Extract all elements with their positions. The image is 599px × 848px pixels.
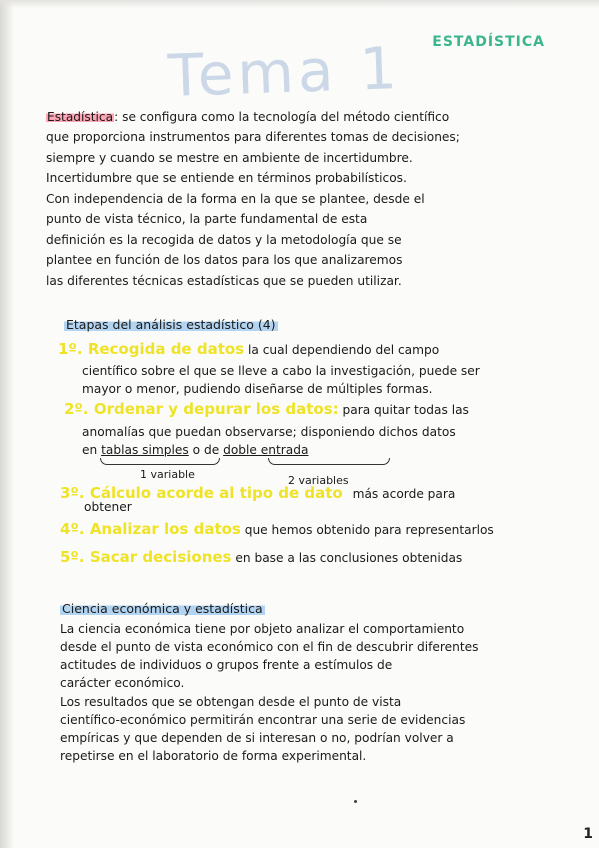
term-highlight: Estadística — [47, 110, 114, 124]
economic-line-1: La ciencia económica tiene por objeto analizar el comportamiento — [60, 622, 465, 636]
economic-line-4: carácter económico. — [60, 676, 185, 690]
economic-line-6: científico-económico permitirán encontrar una serie de evidencias — [60, 713, 466, 727]
intro-line-4: Incertidumbre que se entiende en términos probabilísticos. — [46, 171, 407, 185]
stage-3-line-2: obtener — [84, 500, 132, 514]
stage-2-line-3: en tablas simples o de doble entrada — [82, 443, 309, 457]
intro-line-2: que proporciona instrumentos para diferentes tomas de decisiones; — [46, 130, 460, 144]
brace-label-1: 1 variable — [140, 468, 195, 481]
economic-line-2: desde el punto de vista económico con el fin de descubrir diferentes — [60, 640, 479, 654]
stages-heading: Etapas del análisis estadístico (4) — [66, 317, 276, 332]
intro-line-5: Con independencia de la forma en la que se plantee, desde el — [46, 192, 425, 206]
ink-dot — [354, 800, 357, 803]
stage-1-line-3: mayor o menor, pudiendo diseñarse de múltiples formas. — [82, 382, 433, 396]
page-edge-shadow — [0, 0, 14, 848]
intro-line-6: punto de vista técnico, la parte fundamental de esta — [46, 212, 368, 226]
intro-line-9: las diferentes técnicas estadísticas que se pueden utilizar. — [46, 274, 402, 288]
economic-line-7: empíricas y que dependen de si interesan o no, podrían volver a — [60, 731, 454, 745]
stage-2-title: 2º. Ordenar y depurar los datos: — [64, 400, 339, 418]
stage-1-line-2: científico sobre el que se lleve a cabo la investigación, puede ser — [82, 364, 480, 378]
economic-line-3: actitudes de individuos o grupos frente a estímulos de — [60, 658, 393, 672]
stage-2-line-2: anomalías que puedan observarse; disponiendo dichos datos — [82, 425, 456, 439]
stage-3-title: 3º. Cálculo acorde al tipo de dato — [60, 484, 343, 502]
double-entry-tables: doble entrada — [223, 443, 309, 457]
economic-line-5: Los resultados que se obtengan desde el punto de vista — [60, 695, 402, 709]
stage-1-line-1: 1º. Recogida de datos la cual dependiendo del campo — [58, 340, 440, 358]
stage-1-title: 1º. Recogida de datos — [58, 340, 245, 358]
page-title: Tema 1 — [166, 33, 402, 111]
stage-5-line: 5º. Sacar decisiones en base a las conclusiones obtenidas — [60, 548, 463, 566]
intro-line-1: Estadística: se configura como la tecnología del método científico — [47, 110, 450, 124]
subject-label: ESTADÍSTICA — [432, 34, 545, 50]
brace-label-2: 2 variables — [288, 474, 349, 487]
page-number: 1 — [583, 826, 593, 842]
stage-4-line: 4º. Analizar los datos que hemos obtenido para representarlos — [60, 520, 494, 538]
brace-simple-tables — [100, 458, 220, 465]
intro-line-3: siempre y cuando se mestre en ambiente de incertidumbre. — [46, 151, 413, 165]
stage-5-title: 5º. Sacar decisiones — [60, 548, 232, 566]
intro-line-8: plantee en función de los datos para los que analizaremos — [46, 253, 403, 267]
brace-double-entry — [268, 458, 390, 465]
stage-4-title: 4º. Analizar los datos — [60, 520, 241, 538]
stage-3-line-1: 3º. Cálculo acorde al tipo de dato más acorde para — [60, 484, 456, 502]
economic-heading: Ciencia económica y estadística — [62, 601, 263, 616]
economic-line-8: repetirse en el laboratorio de forma experimental. — [60, 749, 367, 763]
page-top-shadow — [0, 0, 599, 8]
intro-line-7: definición es la recogida de datos y la metodología que se — [46, 233, 402, 247]
stage-2-line-1: 2º. Ordenar y depurar los datos: para quitar todas las — [64, 400, 469, 418]
simple-tables: tablas simples — [101, 443, 189, 457]
